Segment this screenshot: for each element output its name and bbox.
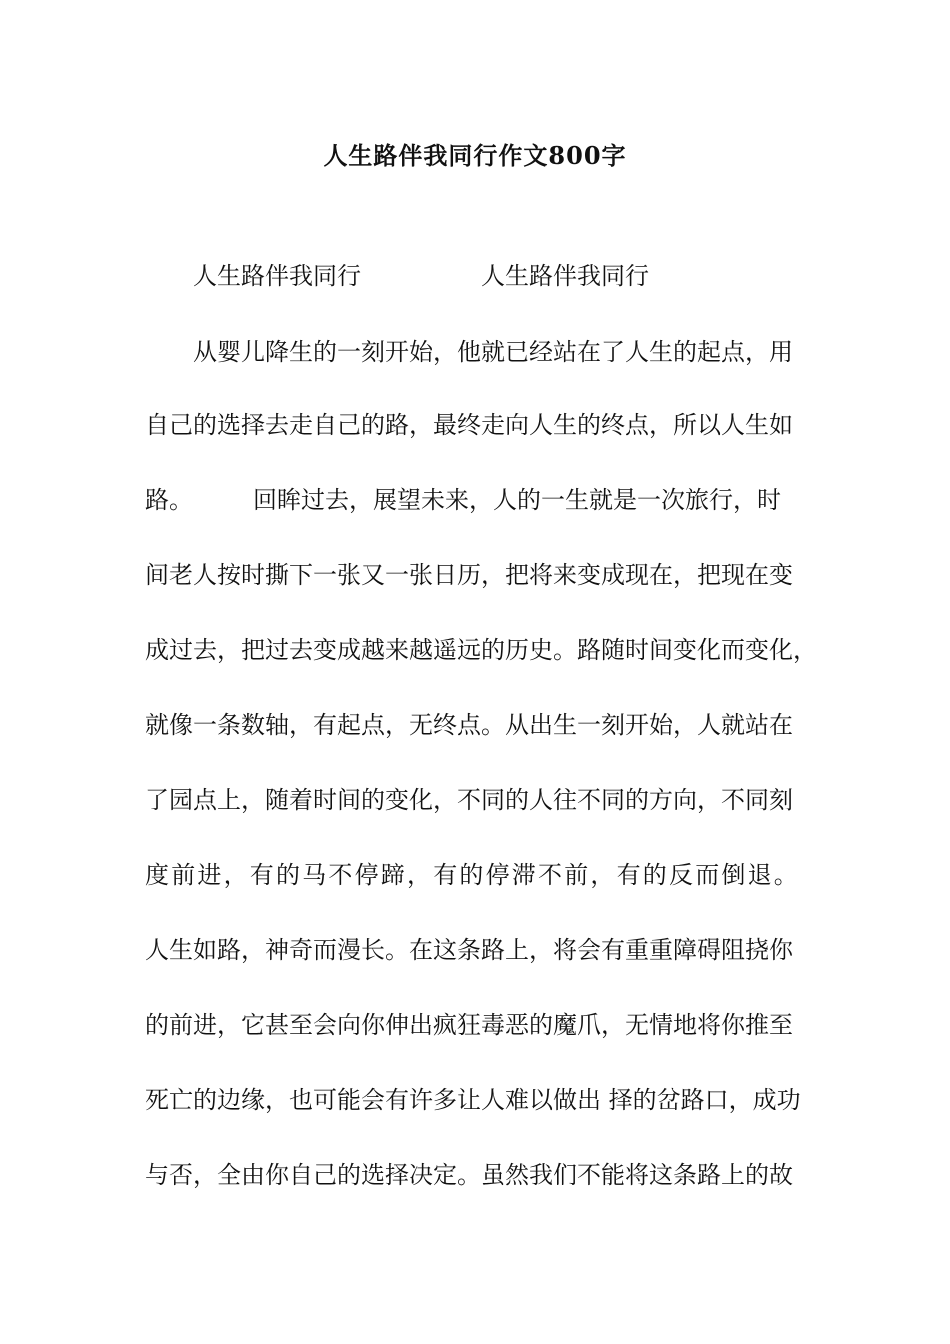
paragraph-line: 从婴儿降生的一刻开始，他就已经站在了人生的起点，用 bbox=[193, 338, 793, 366]
paragraph-line: 自己的选择去走自己的路，最终走向人生的终点，所以人生如 bbox=[145, 411, 793, 439]
paragraph-line: 就像一条数轴，有起点，无终点。从出生一刻开始，人就站在 bbox=[145, 711, 793, 739]
paragraph-line: 间老人按时撕下一张又一张日历，把将来变成现在，把现在变 bbox=[145, 561, 793, 589]
paragraph-line: 与否，全由你自己的选择决定。虽然我们不能将这条路上的故 bbox=[145, 1161, 793, 1189]
paragraph-line: 的前进，它甚至会向你伸出疯狂毒恶的魔爪，无情地将你推至 bbox=[145, 1011, 793, 1039]
paragraph-line: 成过去，把过去变成越来越遥远的历史。路随时间变化而变化， bbox=[145, 636, 817, 664]
paragraph-line: 路。 回眸过去，展望未来，人的一生就是一次旅行，时 bbox=[145, 486, 781, 514]
paragraph-line: 人生如路，神奇而漫长。在这条路上，将会有重重障碍阻挠你 bbox=[145, 936, 793, 964]
subtitle-line: 人生路伴我同行 人生路伴我同行 bbox=[193, 262, 649, 290]
page-title: 人生路伴我同行作文800字 bbox=[323, 141, 627, 170]
paragraph-line: 死亡的边缘，也可能会有许多让人难以做出 择的岔路口，成功 bbox=[145, 1086, 801, 1114]
paragraph-line: 度前进，有的马不停蹄，有的停滞不前，有的反而倒退。 bbox=[145, 861, 800, 889]
paragraph-line: 了园点上，随着时间的变化，不同的人往不同的方向，不同刻 bbox=[145, 786, 793, 814]
